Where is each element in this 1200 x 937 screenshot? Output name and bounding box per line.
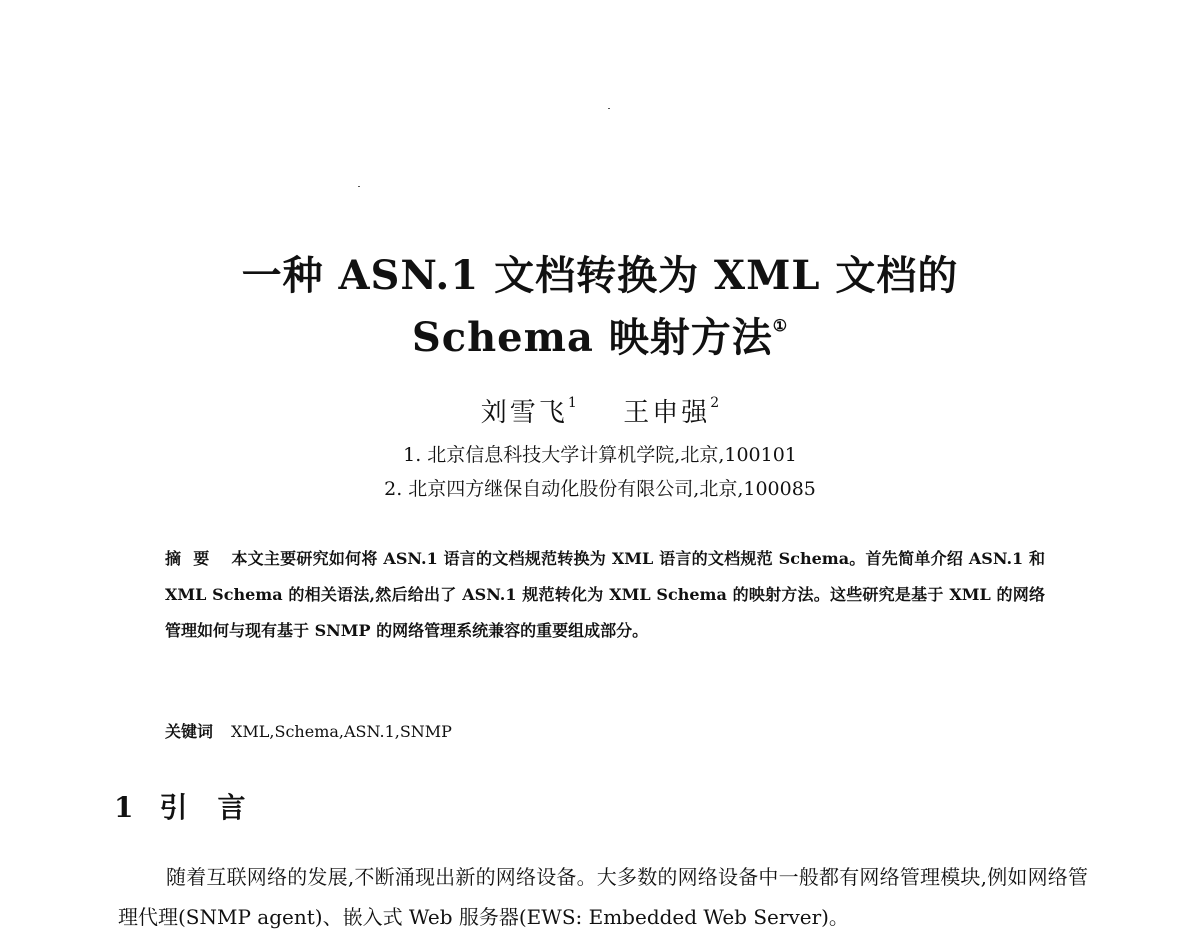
abstract [165,541,1045,649]
scan-speck [608,108,610,109]
affiliation-2: 2. 北京四方继保自动化股份有限公司,北京,100085 [384,478,816,500]
scan-speck [358,186,360,187]
keywords-value: XML,Schema,ASN.1,SNMP [231,722,452,741]
author-affiliation-mark: 2 [710,395,720,411]
paper-title-line-1 [0,244,1200,301]
paper-title-line-2 [0,306,1200,363]
author-list [0,392,1200,429]
keywords-label: 关键词 [165,722,214,741]
author-name: 王申强 [623,398,711,428]
body-paragraph: 随着互联网络的发展,不断涌现出新的网络设备。大多数的网络设备中一般都有网络管理模块,例如网络管理代理(SNMP agent)、嵌入式 Web 服务器(EWS: Embedded Web Server)。 [118,865,1088,929]
title-footnote-mark: ① [772,316,789,335]
section-number: 1 [114,791,134,824]
section-heading [114,786,276,826]
abstract-text: 本文主要研究如何将 ASN.1 语言的文档规范转换为 XML 语言的文档规范 Schema。首先简单介绍 ASN.1 和 XML Schema 的相关语法,然后给出了 ASN.1 规范转化为 XML Schema 的映射方法。这些研究是基于 XML 的网络管理如何与现有基于 SNMP 的网络管理系统兼容的重要组成部分。 [165,549,1045,640]
keywords [165,719,452,742]
title-line-2-text: Schema 映射方法 [411,314,773,361]
title-line-1-text: 一种 ASN.1 文档转换为 XML 文档的 [241,252,959,299]
author-name: 刘雪飞 [480,398,568,428]
affiliation-1: 1. 北京信息科技大学计算机学院,北京,100101 [403,444,797,466]
section-title: 引言 [159,791,276,824]
author-affiliation-mark: 1 [567,395,577,411]
abstract-label: 摘要 [165,549,222,568]
